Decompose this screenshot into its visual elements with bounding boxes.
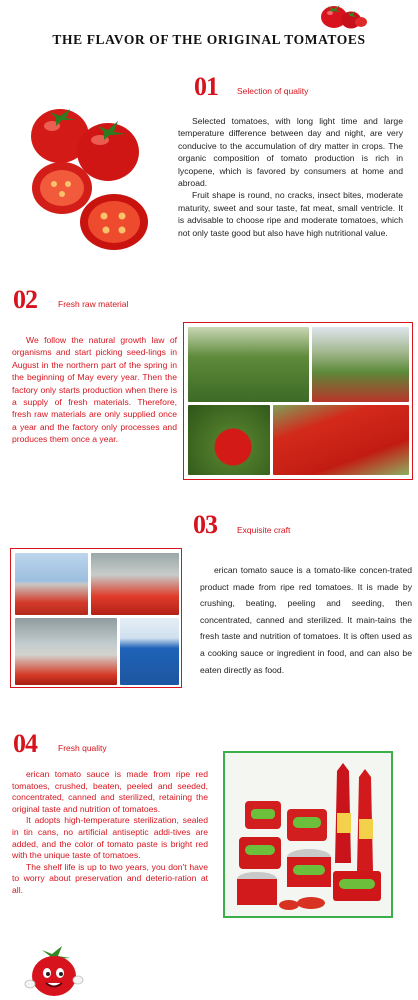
washing-line-photo	[15, 618, 117, 685]
section-04-paragraph: It adopts high-temperature sterilization, sealed in tin cans, no artificial antiseptic addi-tives are added, and the color of tomato paste is bright red with the unique taste of tomatoes.	[12, 815, 208, 861]
section-04-paragraph: erican tomato sauce is made from ripe red tomatoes, crushed, beaten, peeled and seeded, concentrated, canned and sterilized, retaining the original taste and nutrition of tomatoes.	[12, 769, 208, 814]
section-02-text	[12, 334, 177, 446]
section-04-text	[12, 769, 208, 897]
tomato-mascot-icon	[20, 940, 88, 1000]
tomato-field-photo	[188, 327, 309, 402]
section-03-paragraph: erican tomato sauce is a tomato-like concen-trated product made from ripe red tomatoes. It is made by crushing, beating, peeling and seeding, then concentrated, canned and sterilized. It main-tains the fresh taste and nutrition of tomatoes. It is often used as a cooking sauce or ingredient in food, and can also be eaten directly as food.	[200, 565, 412, 675]
page-title: THE FLAVOR OF THE ORIGINAL TOMATOES	[52, 32, 366, 47]
section-04-number: 04	[13, 729, 37, 758]
factory-exterior-photo	[15, 553, 88, 615]
tomato-vine-photo	[188, 405, 270, 475]
tomato-cluster-icon	[318, 0, 368, 30]
tomatoes-photo	[22, 90, 152, 260]
section-01-paragraph: Fruit shape is round, no cracks, insect bites, moderate maturity, sweet and sour taste, fat meat, small ventricle. It is advisable to choose ripe and moderate tomatoes, which not only taste good but also have high nutritional value.	[178, 190, 403, 238]
factory-photo-frame	[10, 548, 182, 688]
processing-line-photo	[91, 553, 179, 615]
section-01-subtitle: Selection of quality	[237, 86, 309, 96]
section-04-subtitle: Fresh quality	[58, 743, 107, 753]
section-02-subtitle: Fresh raw material	[58, 299, 129, 309]
storage-drums-photo	[120, 618, 179, 685]
section-02-number: 02	[13, 285, 37, 314]
section-04-paragraph: The shelf life is up to two years, you don't have to worry about preservation and deterio-ration at all.	[12, 861, 208, 895]
section-01-paragraph: Selected tomatoes, with long light time and large temperature difference between day and night, are very conducive to the accumulation of dry matter in crops. The organic composition of tomato production is rich in lycopene, which is favored by consumers at home and abroad.	[178, 116, 403, 189]
section-01-text	[178, 115, 403, 239]
section-01-number: 01	[194, 72, 218, 101]
section-03-text	[200, 562, 412, 678]
section-03-subtitle: Exquisite craft	[237, 525, 291, 535]
pickers-photo	[312, 327, 409, 402]
product-cans-photo	[225, 753, 391, 916]
tomato-harvest-photo	[273, 405, 409, 475]
product-photo-frame	[223, 751, 393, 918]
section-03-number: 03	[193, 510, 217, 539]
section-02-paragraph: We follow the natural growth law of organisms and start picking seed-lings in August in the northern part of the spring in the beginning of May every year. Then the factory only starts production when there is a supply of fresh materials. Therefore, fresh raw materials are only supplied once a year and the factory only processes and produces them once a year.	[12, 335, 177, 445]
harvest-photo-frame	[183, 322, 413, 480]
